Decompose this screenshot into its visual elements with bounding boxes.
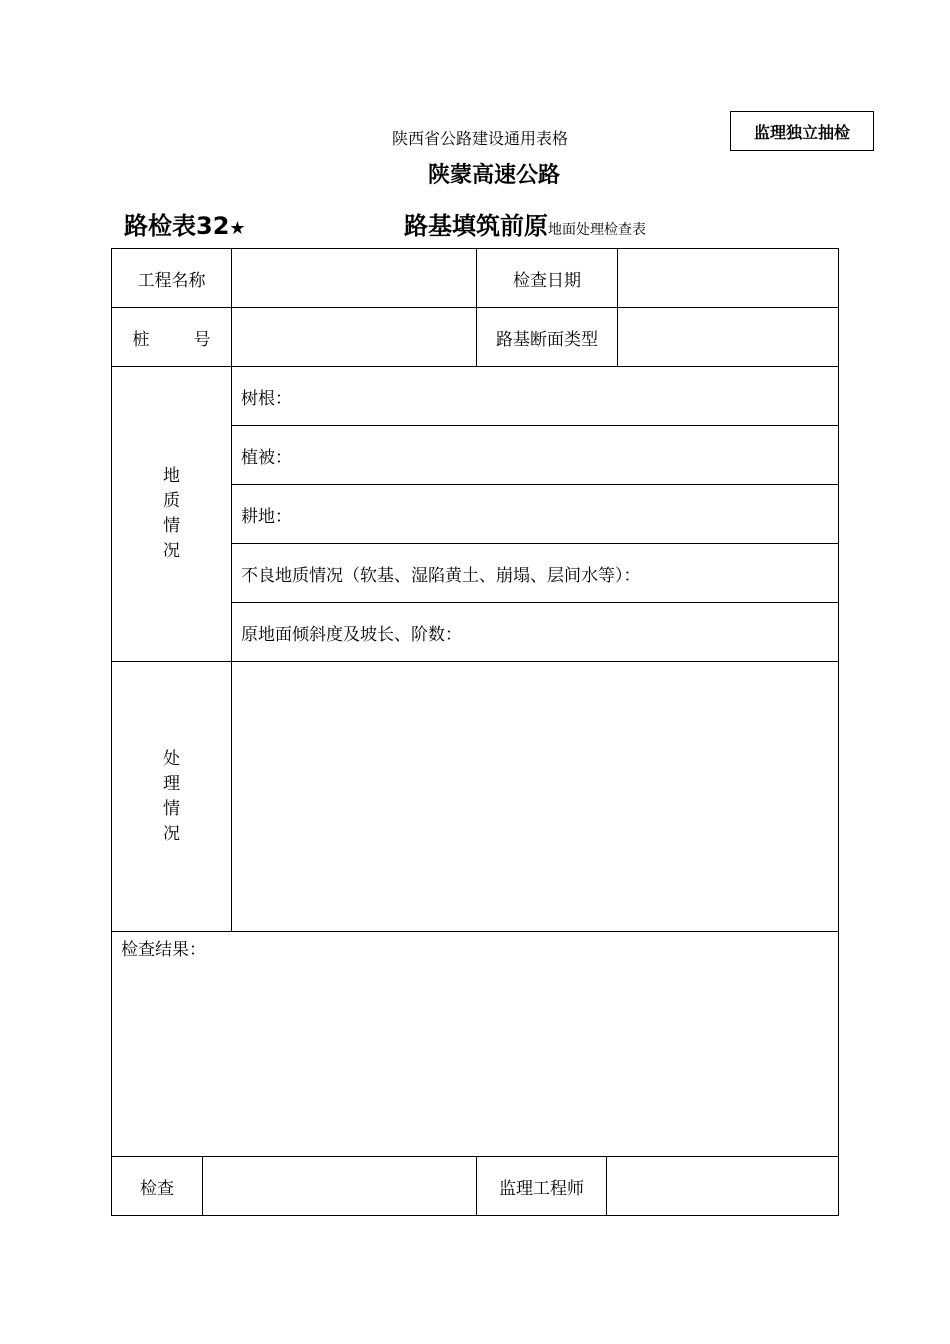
supervisor-field[interactable] bbox=[607, 1157, 839, 1216]
check-date-field[interactable] bbox=[618, 249, 839, 308]
treatment-label-char: 情 bbox=[163, 798, 180, 819]
geology-label-char: 质 bbox=[163, 491, 180, 511]
form-code-text: 路检表32 bbox=[124, 212, 230, 240]
form-title-main: 路基填筑前原 bbox=[404, 212, 548, 240]
result-section[interactable] bbox=[112, 932, 839, 1157]
geology-item-vegetation[interactable]: 植被： bbox=[232, 426, 839, 485]
project-name-field[interactable] bbox=[232, 249, 477, 308]
form-code bbox=[124, 206, 246, 241]
treatment-field[interactable] bbox=[232, 662, 839, 932]
check-date-label: 检查日期 bbox=[477, 249, 618, 308]
station-field[interactable] bbox=[232, 308, 477, 367]
treatment-label-char: 况 bbox=[163, 823, 180, 844]
geology-item-tree-roots[interactable]: 树根： bbox=[232, 367, 839, 426]
treatment-label-char: 理 bbox=[163, 773, 180, 794]
form-title-sub: 地面处理检查表 bbox=[548, 222, 646, 238]
geology-item-farmland[interactable]: 耕地： bbox=[232, 485, 839, 544]
form-title bbox=[404, 206, 646, 241]
supervisor-label: 监理工程师 bbox=[477, 1157, 607, 1216]
station-label-char-2: 号 bbox=[193, 329, 211, 350]
station-label bbox=[112, 308, 232, 367]
province-form-label: 陕西省公路建设通用表格 bbox=[391, 129, 568, 148]
highway-name: 陕蒙高速公路 bbox=[427, 163, 560, 188]
supervision-stamp: 监理独立抽检 bbox=[730, 111, 874, 151]
project-name-label: 工程名称 bbox=[112, 249, 232, 308]
star-icon: ★ bbox=[229, 218, 246, 239]
inspection-table bbox=[111, 248, 839, 1216]
section-type-field[interactable] bbox=[618, 308, 839, 367]
geology-label-char: 况 bbox=[163, 541, 180, 561]
geology-label-char: 情 bbox=[163, 516, 180, 536]
station-label-char-1: 桩 bbox=[132, 329, 150, 350]
geology-label-char: 地 bbox=[163, 466, 180, 486]
result-label: 检查结果： bbox=[121, 940, 206, 960]
geology-item-slope[interactable]: 原地面倾斜度及坡长、阶数： bbox=[232, 603, 839, 662]
geology-item-adverse-geology[interactable]: 不良地质情况（软基、湿陷黄土、崩塌、层间水等）： bbox=[232, 544, 839, 603]
inspector-field[interactable] bbox=[203, 1157, 477, 1216]
geology-label bbox=[112, 367, 232, 662]
section-type-label: 路基断面类型 bbox=[477, 308, 618, 367]
treatment-label bbox=[112, 662, 232, 932]
treatment-label-char: 处 bbox=[163, 748, 180, 769]
inspector-label: 检查 bbox=[112, 1157, 203, 1216]
